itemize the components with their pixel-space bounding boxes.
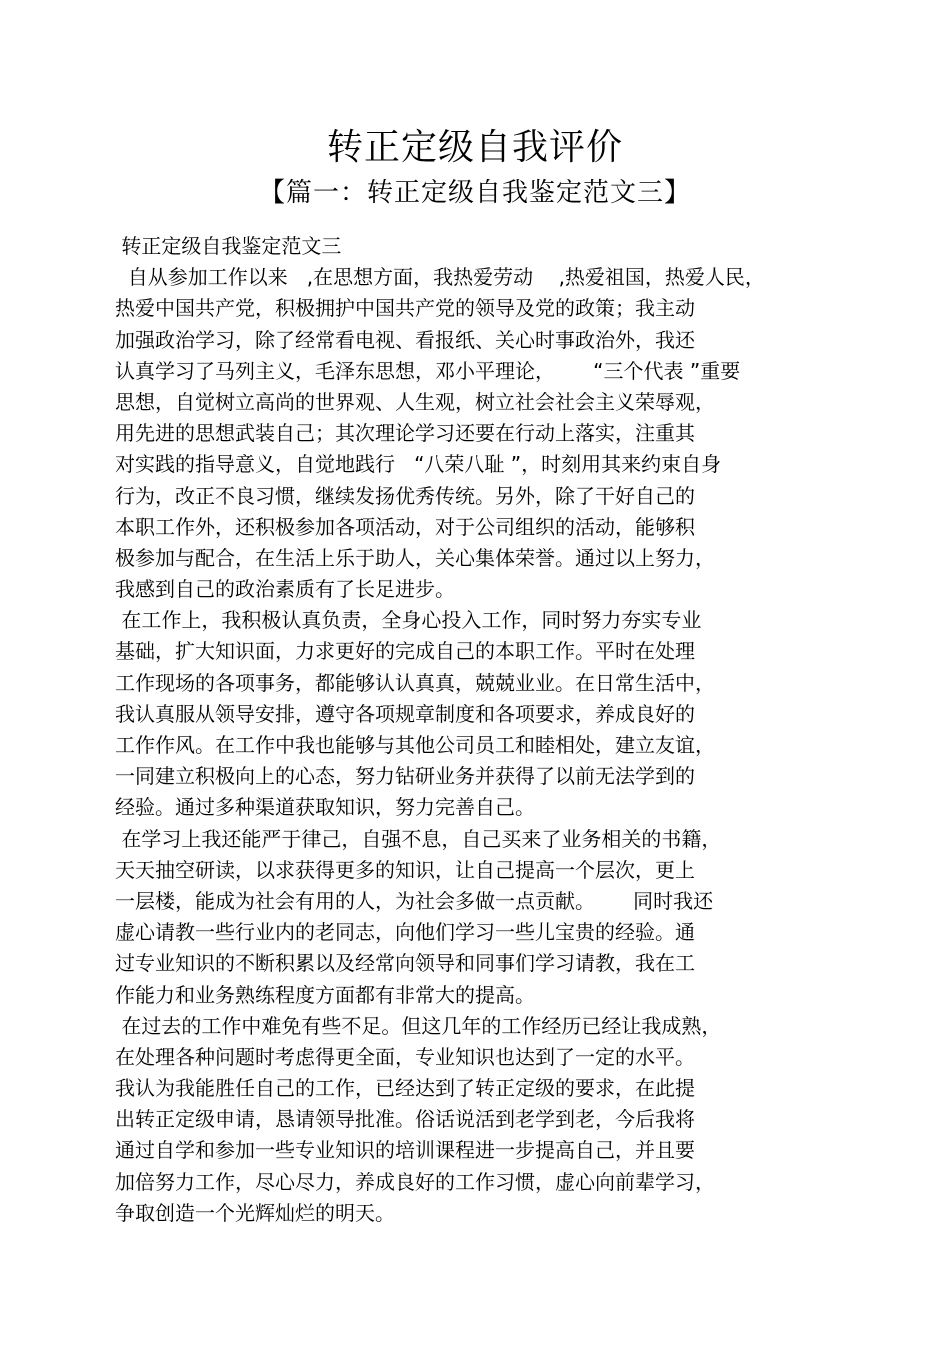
body-line: 加倍努力工作，尽心尽力，养成良好的工作习惯，虚心向前辈学习， [115,1169,715,1194]
document-title: 转正定级自我评价 [326,127,623,168]
body-line: 我认为我能胜任自己的工作，已经达到了转正定级的要求，在此提 [115,1076,695,1101]
body-line: 工作现场的各项事务，都能够认认真真，兢兢业业。在日常生活中， [115,670,715,695]
body-line: 基础，扩大知识面，力求更好的完成自己的本职工作。平时在处理 [115,639,695,664]
body-line: 出转正定级申请，恳请领导批准。俗话说活到老学到老，今后我将 [115,1107,695,1132]
body-line: 热爱中国共产党，积极拥护中国共产党的领导及党的政策；我主动 [115,296,695,321]
body-line: 本职工作外，还积极参加各项活动，对于公司组织的活动，能够积 [115,514,695,539]
body-line: 对实践的指导意义，自觉地践行 “八荣八耻 ”，时刻用其来约束自身 [115,452,722,477]
body-line: 过专业知识的不断积累以及经常向领导和同事们学习请教，我在工 [115,951,695,976]
body-line: 一同建立积极向上的心态，努力钻研业务并获得了以前无法学到的 [115,764,695,789]
body-line: 转正定级自我鉴定范文三 [115,234,342,258]
body-line: 工作作风。在工作中我也能够与其他公司员工和睦相处，建立友谊， [115,733,715,757]
body-line: 在过去的工作中难免有些不足。但这几年的工作经历已经让我成熟， [115,1013,722,1038]
body-line: 思想，自觉树立高尚的世界观、人生观，树立社会社会主义荣辱观， [115,389,715,414]
body-line: 在处理各种问题时考虑得更全面，专业知识也达到了一定的水平。 [115,1044,695,1069]
body-line: 在工作上，我积极认真负责，全身心投入工作，同时努力夯实专业 [115,608,702,633]
body-line: 虚心请教一些行业内的老同志，向他们学习一些儿宝贵的经验。通 [115,920,695,945]
body-line: 极参加与配合，在生活上乐于助人，关心集体荣誉。通过以上努力， [115,545,715,570]
body-line: 通过自学和参加一些专业知识的培训课程进一步提高自己，并且要 [115,1138,695,1163]
body-line: 认真学习了马列主义，毛泽东思想，邓小平理论， “三个代表 ”重要 [115,358,741,383]
body-line: 用先进的思想武装自己；其次理论学习还要在行动上落实，注重其 [115,421,695,446]
body-line: 行为，改正不良习惯，继续发扬优秀传统。另外，除了干好自己的 [115,483,695,508]
document-body [115,231,835,1229]
body-line: 一层楼，能成为社会有用的人，为社会多做一点贡献。 同时我还 [115,888,714,913]
body-line: 在学习上我还能严于律己，自强不息，自己买来了业务相关的书籍， [115,826,722,851]
body-line: 天天抽空研读，以求获得更多的知识，让自己提高一个层次，更上 [115,857,695,882]
body-line: 经验。通过多种渠道获取知识，努力完善自己。 [115,795,535,820]
body-line: 我感到自己的政治素质有了长足进步。 [115,577,455,602]
body-line: 争取创造一个光辉灿烂的明天。 [115,1200,395,1225]
document-subtitle: 【篇一：转正定级自我鉴定范文三】 [258,178,691,208]
body-line: 自从参加工作以来 ,在思想方面，我热爱劳动 ,热爱祖国，热爱人民， [115,265,765,290]
body-line: 作能力和业务熟练程度方面都有非常大的提高。 [115,982,535,1007]
body-line: 我认真服从领导安排，遵守各项规章制度和各项要求，养成良好的 [115,701,695,726]
body-line: 加强政治学习，除了经常看电视、看报纸、关心时事政治外，我还 [115,327,695,352]
